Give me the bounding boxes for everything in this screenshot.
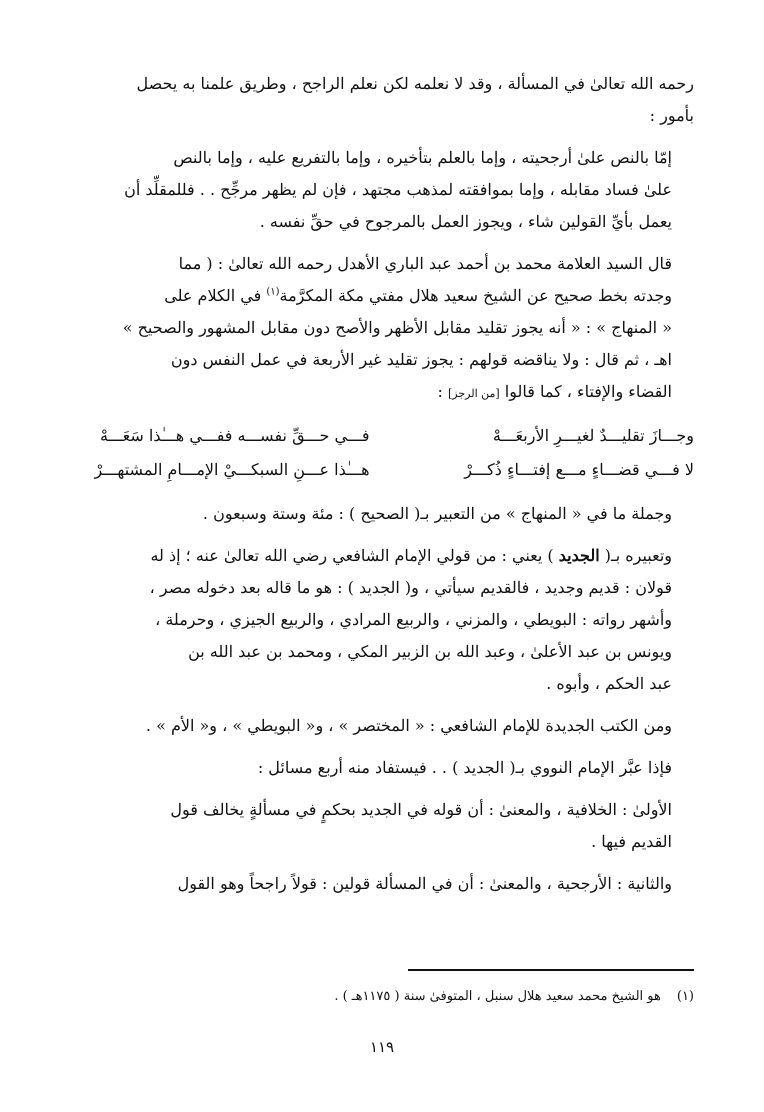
paragraph-7 bbox=[70, 752, 694, 784]
verse-first-half: لا فـــي قضـــاءٍ مـــع إفتـــاءٍ ذُكـــرْ bbox=[464, 460, 694, 479]
paragraph-9 bbox=[70, 868, 694, 900]
verse-first-half: وجـــازَ تقليـــدٌ لغيـــرِ الأربعَـــهْ bbox=[492, 426, 694, 445]
verse-second-half: فـــي حـــقِّ نفســـه ففـــي هـــٰذا سَعَـــهْ bbox=[100, 426, 370, 445]
poem-verses bbox=[70, 420, 694, 486]
text-fragment: ) يعني : من قولي الإمام الشافعي رضي الله تعالىٰ عنه ؛ إذ له bbox=[150, 546, 559, 565]
text-line bbox=[70, 540, 694, 572]
body-text bbox=[70, 68, 694, 900]
text-line: قولان : قديم وجديد ، فالقديم سيأتي ، و( الجديد ) : هو ما قاله بعد دخوله مصر ، bbox=[149, 578, 672, 597]
paragraph-4 bbox=[70, 498, 694, 530]
footnote-text: هو الشيخ محمد سعيد هلال سنبل ، المتوفىٰ سنة ( ١١٧٥هـ ) . bbox=[334, 989, 661, 1004]
text-line: رحمه الله تعالىٰ في المسألة ، وقد لا نعلمه لكن نعلم الراجح ، وطريق علمنا به يحصل bbox=[136, 74, 694, 93]
text-fragment: القضاء والإفتاء ، كما قالوا bbox=[499, 382, 672, 401]
text-line: بأمور : bbox=[649, 106, 694, 125]
paragraph-2 bbox=[70, 142, 694, 238]
text-line: الأولىٰ : الخلافية ، والمعنىٰ : أن قوله في الجديد بحكمٍ في مسألةٍ يخالف قول bbox=[170, 800, 672, 819]
paragraph-6 bbox=[70, 710, 694, 742]
footnote-number: (١) bbox=[676, 989, 694, 1004]
text-line: فإذا عبَّر الإمام النووي بـ( الجديد ) . . فيستفاد منه أربع مسائل : bbox=[257, 758, 672, 777]
text-line: عبد الحكم ، وأبوه . bbox=[546, 674, 672, 693]
text-line: علىٰ فساد مقابله ، وإما بموافقته لمذهب مجتهد ، فإن لم يظهر مرجِّح . . فللمقلِّد أن bbox=[124, 180, 672, 199]
text-line: إمّا بالنص علىٰ أرجحيته ، وإما بالعلم بتأخيره ، وإما بالتفريع عليه ، وإما بالنص bbox=[173, 148, 672, 167]
text-line: القديم فيها . bbox=[591, 832, 672, 851]
bold-term: الجديد bbox=[558, 546, 600, 565]
text-line: ومن الكتب الجديدة للإمام الشافعي : « المختصر » ، و« البويطي » ، و« الأم » . bbox=[145, 716, 672, 735]
text-line: « المنهاج » : « أنه يجوز تقليد مقابل الأظهر والأصح دون مقابل المشهور والصحيح » bbox=[122, 318, 672, 337]
verse-row bbox=[70, 454, 694, 486]
paragraph-3 bbox=[70, 248, 694, 410]
text-line: والثانية : الأرجحية ، والمعنىٰ : أن في المسألة قولين : قولاً راجحاً وهو القول bbox=[177, 874, 672, 893]
verse-second-half: هـــٰذا عـــنِ السبكـــيْ الإمـــامِ المشتهـــرْ bbox=[94, 460, 370, 479]
text-fragment: وجدته بخط صحيح عن الشيخ سعيد هلال مفتي مكة المكرَّمة bbox=[279, 286, 672, 305]
text-fragment: وتعبيره بـ( bbox=[599, 546, 672, 565]
meter-label: [من الرجز] bbox=[447, 387, 500, 400]
text-line: ويونس بن عبد الأعلىٰ ، وعبد الله بن الزبير المكي ، ومحمد بن عبد الله بن bbox=[188, 642, 672, 661]
text-line: وجملة ما في « المنهاج » من التعبير بـ( الصحيح ) : مئة وستة وسبعون . bbox=[202, 504, 672, 523]
footnote-reference: (١) bbox=[266, 286, 280, 298]
footnote-separator bbox=[408, 969, 694, 971]
text-fragment: : bbox=[437, 382, 448, 401]
paragraph-5 bbox=[70, 540, 694, 700]
text-line: يعمل بأيِّ القولين شاء ، ويجوز العمل بالمرجوح في حقِّ نفسه . bbox=[259, 212, 672, 231]
text-line: وأشهر رواته : البويطي ، والمزني ، والربيع المرادي ، والربيع الجيزي ، وحرملة ، bbox=[155, 610, 672, 629]
text-line bbox=[70, 376, 694, 410]
text-line: قال السيد العلامة محمد بن أحمد عبد الباري الأهدل رحمه الله تعالىٰ : ( مما bbox=[178, 254, 672, 273]
text-line bbox=[70, 280, 694, 312]
paragraph-8 bbox=[70, 794, 694, 858]
verse-row bbox=[70, 420, 694, 452]
footnote bbox=[70, 984, 694, 1010]
text-fragment: في الكلام على bbox=[164, 286, 267, 305]
page-number: ١١٩ bbox=[369, 1038, 395, 1056]
text-line: اهـ ، ثم قال : ولا يناقضه قولهم : يجوز تقليد غير الأربعة في عمل النفس دون bbox=[170, 350, 672, 369]
paragraph-1 bbox=[70, 68, 694, 132]
